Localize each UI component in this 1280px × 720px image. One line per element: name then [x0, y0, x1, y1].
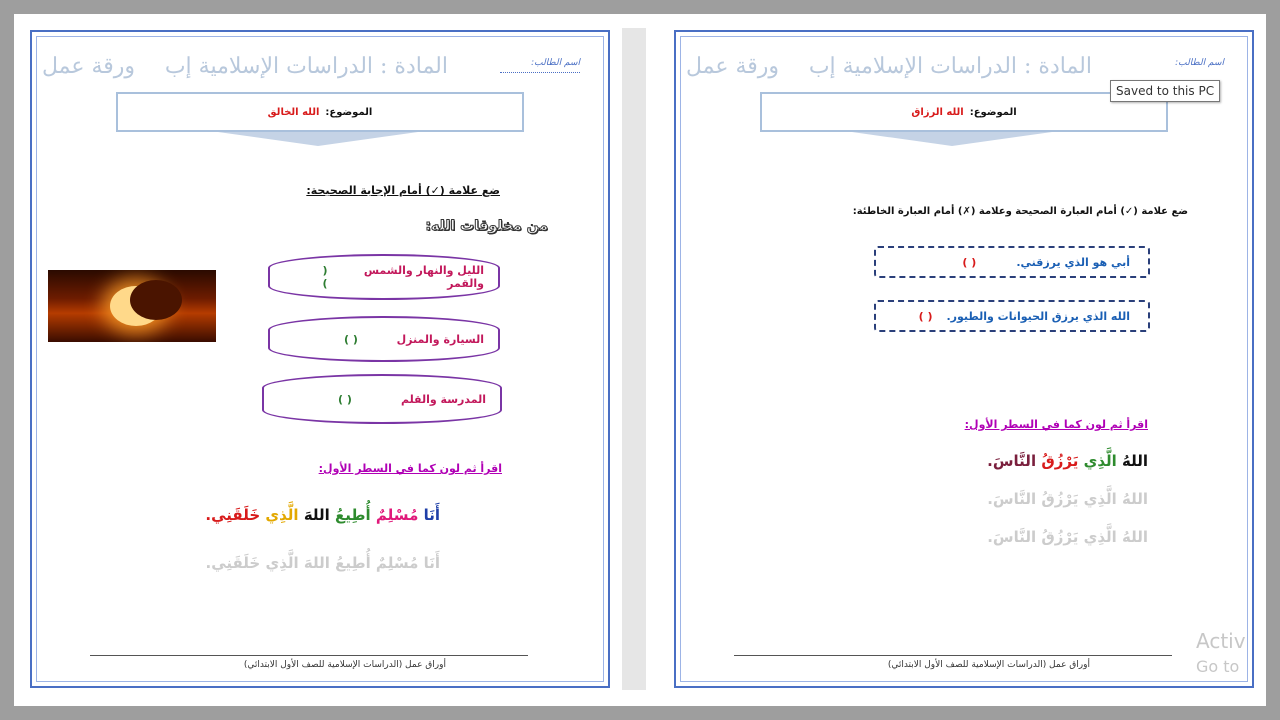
instruction-text: ضع علامة (✓) أمام العبارة الصحيحة وعلامة (✗) أمام العبارة الخاطئة:: [852, 206, 1188, 217]
sentence-word: مُسْلِمٌ: [375, 506, 419, 524]
sentence-word: الَّذِي: [265, 506, 299, 524]
option-text: المدرسة والقلم: [400, 392, 486, 406]
answer-paren[interactable]: ( ): [344, 332, 358, 346]
coloring-sentence: أَنَا مُسْلِمٌ أُطِيعُ اللهَ الَّذِي خَلَقَنِي.: [205, 554, 440, 572]
sentence-word: يَرْزُقُ: [1041, 452, 1079, 470]
sentence-word: خَلَقَنِي.: [205, 506, 261, 524]
footer-rule: [90, 655, 528, 656]
worksheet-page-right: [674, 30, 1254, 688]
topic-label: الموضوع:: [969, 106, 1017, 118]
worksheet-title: ورقة عمل: [686, 54, 780, 79]
sentence-word: أَنَا: [423, 506, 440, 524]
saved-tooltip: Saved to this PC: [1110, 80, 1220, 102]
worksheet-page-left: [30, 30, 610, 688]
option-card[interactable]: [262, 374, 502, 424]
answer-paren[interactable]: ( ): [338, 392, 352, 406]
page-gutter: [622, 28, 646, 690]
option-text: الليل والنهار والشمس والقمر: [363, 264, 484, 290]
topic-box: [760, 92, 1168, 132]
instruction-text: ضع علامة (✓) أمام الإجابة الصحيحة:: [306, 184, 500, 197]
statement-text: الله الذي يرزق الحيوانات والطيور.: [946, 309, 1130, 323]
topic-value: الله الرزاق: [911, 106, 964, 118]
read-instruction: اقرأ ثم لون كما في السطر الأول:: [318, 462, 502, 475]
sentence-word: أُطِيعُ: [335, 506, 371, 524]
sentence-word: النَّاسَ.: [987, 452, 1037, 470]
page-footer: أوراق عمل (الدراسات الإسلامية للصف الأول الابتدائي): [887, 660, 1090, 670]
topic-label: الموضوع:: [325, 106, 373, 118]
option-text: السيارة والمنزل: [396, 332, 484, 346]
topic-value: الله الخالق: [267, 106, 320, 118]
sentence-word: اللهَ: [303, 506, 330, 524]
model-sentence: [205, 506, 440, 524]
read-instruction: اقرأ ثم لون كما في السطر الأول:: [964, 418, 1148, 431]
statement-box[interactable]: [874, 300, 1150, 332]
coloring-sentence: اللهُ الَّذِي يَرْزُقُ النَّاسَ.: [987, 490, 1148, 508]
worksheet-title: ورقة عمل: [42, 54, 136, 79]
sentence-word: اللهُ: [1122, 452, 1148, 470]
subject-title: المادة : الدراسات الإسلامية إب: [808, 54, 1092, 79]
option-card[interactable]: [268, 316, 500, 362]
subheading: من مخلوقات الله:: [425, 218, 548, 234]
page-footer: أوراق عمل (الدراسات الإسلامية للصف الأول الابتدائي): [243, 660, 446, 670]
model-sentence: [987, 452, 1148, 470]
topic-box: [116, 92, 524, 132]
option-card[interactable]: [268, 254, 500, 300]
answer-paren[interactable]: ( ): [322, 264, 328, 290]
footer-rule: [734, 655, 1172, 656]
statement-text: أبي هو الذي يرزقني.: [1016, 255, 1130, 269]
statement-box[interactable]: [874, 246, 1150, 278]
student-name-label: اسم الطالب:: [500, 58, 580, 73]
topic-arrow: [218, 132, 418, 146]
subject-title: المادة : الدراسات الإسلامية إب: [164, 54, 448, 79]
activation-watermark: Activ Go to: [1196, 629, 1246, 676]
coloring-sentence: اللهُ الَّذِي يَرْزُقُ النَّاسَ.: [987, 528, 1148, 546]
answer-paren[interactable]: ( ): [962, 255, 977, 269]
answer-paren[interactable]: ( ): [918, 309, 933, 323]
topic-arrow: [852, 132, 1052, 146]
student-name-label: اسم الطالب:: [1175, 58, 1224, 68]
eclipse-image: [48, 270, 216, 342]
sentence-word: الَّذِي: [1083, 452, 1117, 470]
